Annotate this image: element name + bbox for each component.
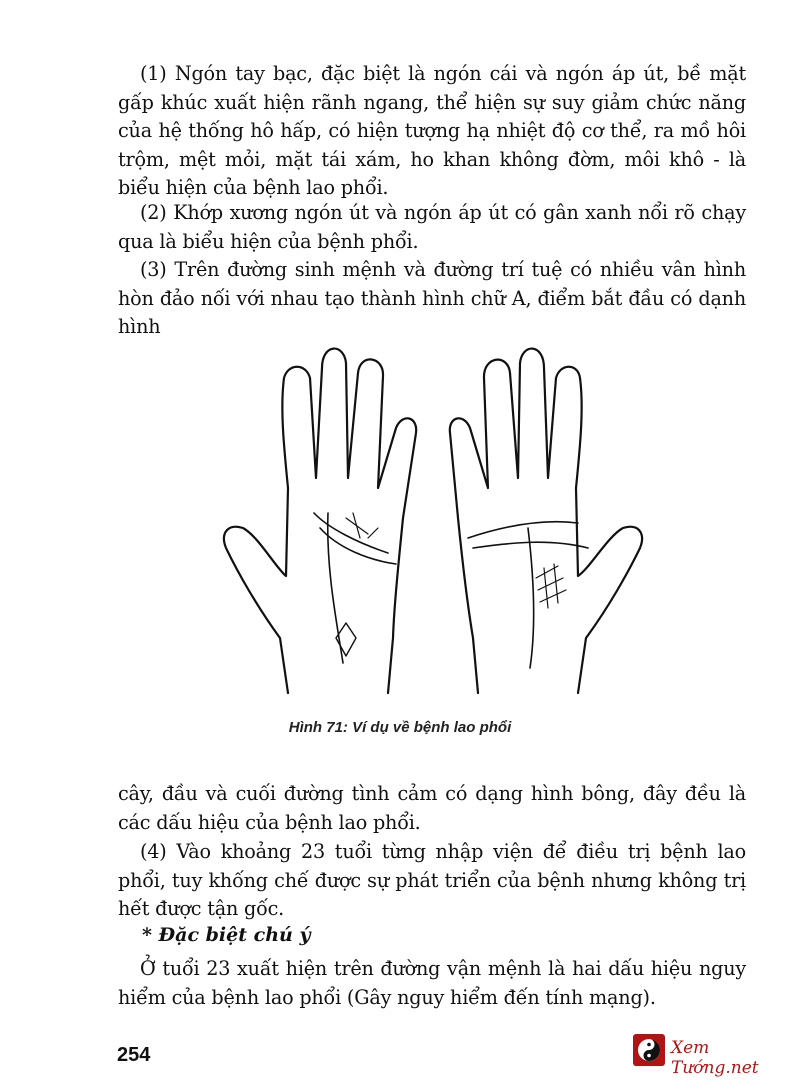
palms-figure: [218, 338, 698, 698]
figure-caption: Hình 71: Ví dụ về bệnh lao phổi: [288, 719, 512, 736]
paragraph-2-text: (2) Khớp xương ngón út và ngón áp út có gân xanh nổi rõ chạy qua là biểu hiện của bệnh phổi.: [118, 201, 746, 253]
paragraph-4: [118, 838, 746, 924]
site-watermark: [633, 1032, 793, 1078]
right-palm-drawing: [450, 349, 642, 693]
paragraph-3-text: (3) Trên đường sinh mệnh và đường trí tuệ có nhiều vân hình hòn đảo nối với nhau tạo thành hình chữ A, điểm bắt đầu có dạnh hình: [118, 258, 746, 338]
paragraph-3-continued: [118, 780, 746, 837]
page-number: 254: [117, 1044, 151, 1066]
special-note-heading: * Đặc biệt chú ý: [142, 924, 311, 946]
paragraph-1-text: (1) Ngón tay bạc, đặc biệt là ngón cái và ngón áp út, bề mặt gấp khúc xuất hiện rãnh ngang, thể hiện sự suy giảm chức năng của hệ thống hô hấp, có hiện tượng hạ nhiệt độ cơ thể, ra mồ hôi trộm, mệt mỏi, mặt tái xám, ho khan không đờm, môi khô - là biểu hiện của bệnh lao phổi.: [118, 62, 746, 199]
paragraph-5: [118, 955, 746, 1012]
paragraph-5-text: Ở tuổi 23 xuất hiện trên đường vận mệnh là hai dấu hiệu nguy hiểm của bệnh lao phổi (Gây nguy hiểm đến tính mạng).: [118, 957, 746, 1009]
watermark-text: Xem Tướng.net: [671, 1038, 759, 1078]
paragraph-1: [118, 60, 746, 203]
paragraph-3-continued-text: cây, đầu và cuối đường tình cảm có dạng hình bông, đây đều là các dấu hiệu của bệnh lao phổi.: [118, 782, 746, 834]
paragraph-4-text: (4) Vào khoảng 23 tuổi từng nhập viện để điều trị bệnh lao phổi, tuy khống chế được sự phát triển của bệnh nhưng không trị hết được tận gốc.: [118, 840, 746, 920]
left-palm-drawing: [224, 349, 416, 693]
paragraph-3: [118, 256, 746, 342]
yin-yang-icon: [633, 1034, 665, 1066]
paragraph-2: [118, 199, 746, 256]
